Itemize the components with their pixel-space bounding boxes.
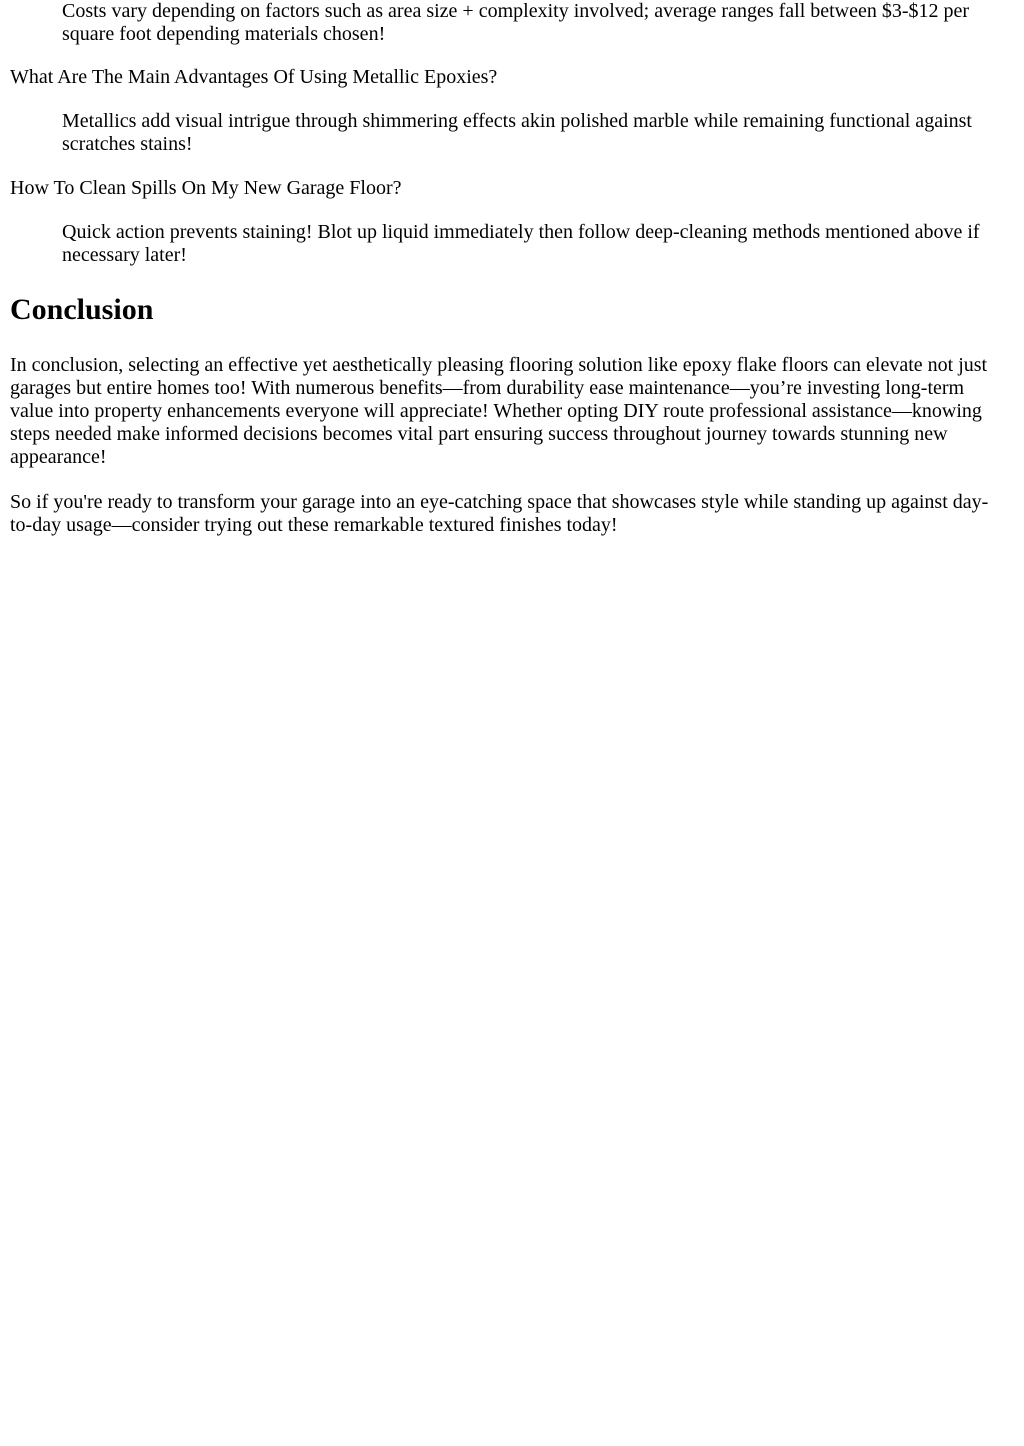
conclusion-paragraph-1: In conclusion, selecting an effective yet aesthetically pleasing flooring solution like epoxy flake floors can elevate not just garages but entire homes too! With numerous benefits—from durability ease maintenance—you’re investing long-term value into property enhancements everyone will appreciate! Whether opting DIY route professional assistance—knowing steps needed make informed decisions becomes vital part ensuring success throughout journey towards stunning new appearance!	[10, 354, 988, 468]
faq-answer-costs: Costs vary depending on factors such as area size + complexity involved; average ranges fall between $3-$12 per square foot depending materials chosen!	[62, 0, 970, 45]
faq-answer-metallic: Metallics add visual intrigue through shimmering effects akin polished marble while remaining functional against scratches stains!	[62, 110, 972, 155]
faq-question-spills: How To Clean Spills On My New Garage Floor?	[10, 177, 402, 199]
conclusion-heading: Conclusion	[10, 293, 154, 326]
conclusion-paragraph-2: So if you're ready to transform your garage into an eye-catching space that showcases style while standing up against day-to-day usage—consider trying out these remarkable textured finishes today!	[10, 491, 989, 536]
faq-question-metallic: What Are The Main Advantages Of Using Metallic Epoxies?	[10, 66, 498, 88]
faq-answer-spills: Quick action prevents staining! Blot up liquid immediately then follow deep-cleaning methods mentioned above if necessary later!	[62, 221, 980, 266]
